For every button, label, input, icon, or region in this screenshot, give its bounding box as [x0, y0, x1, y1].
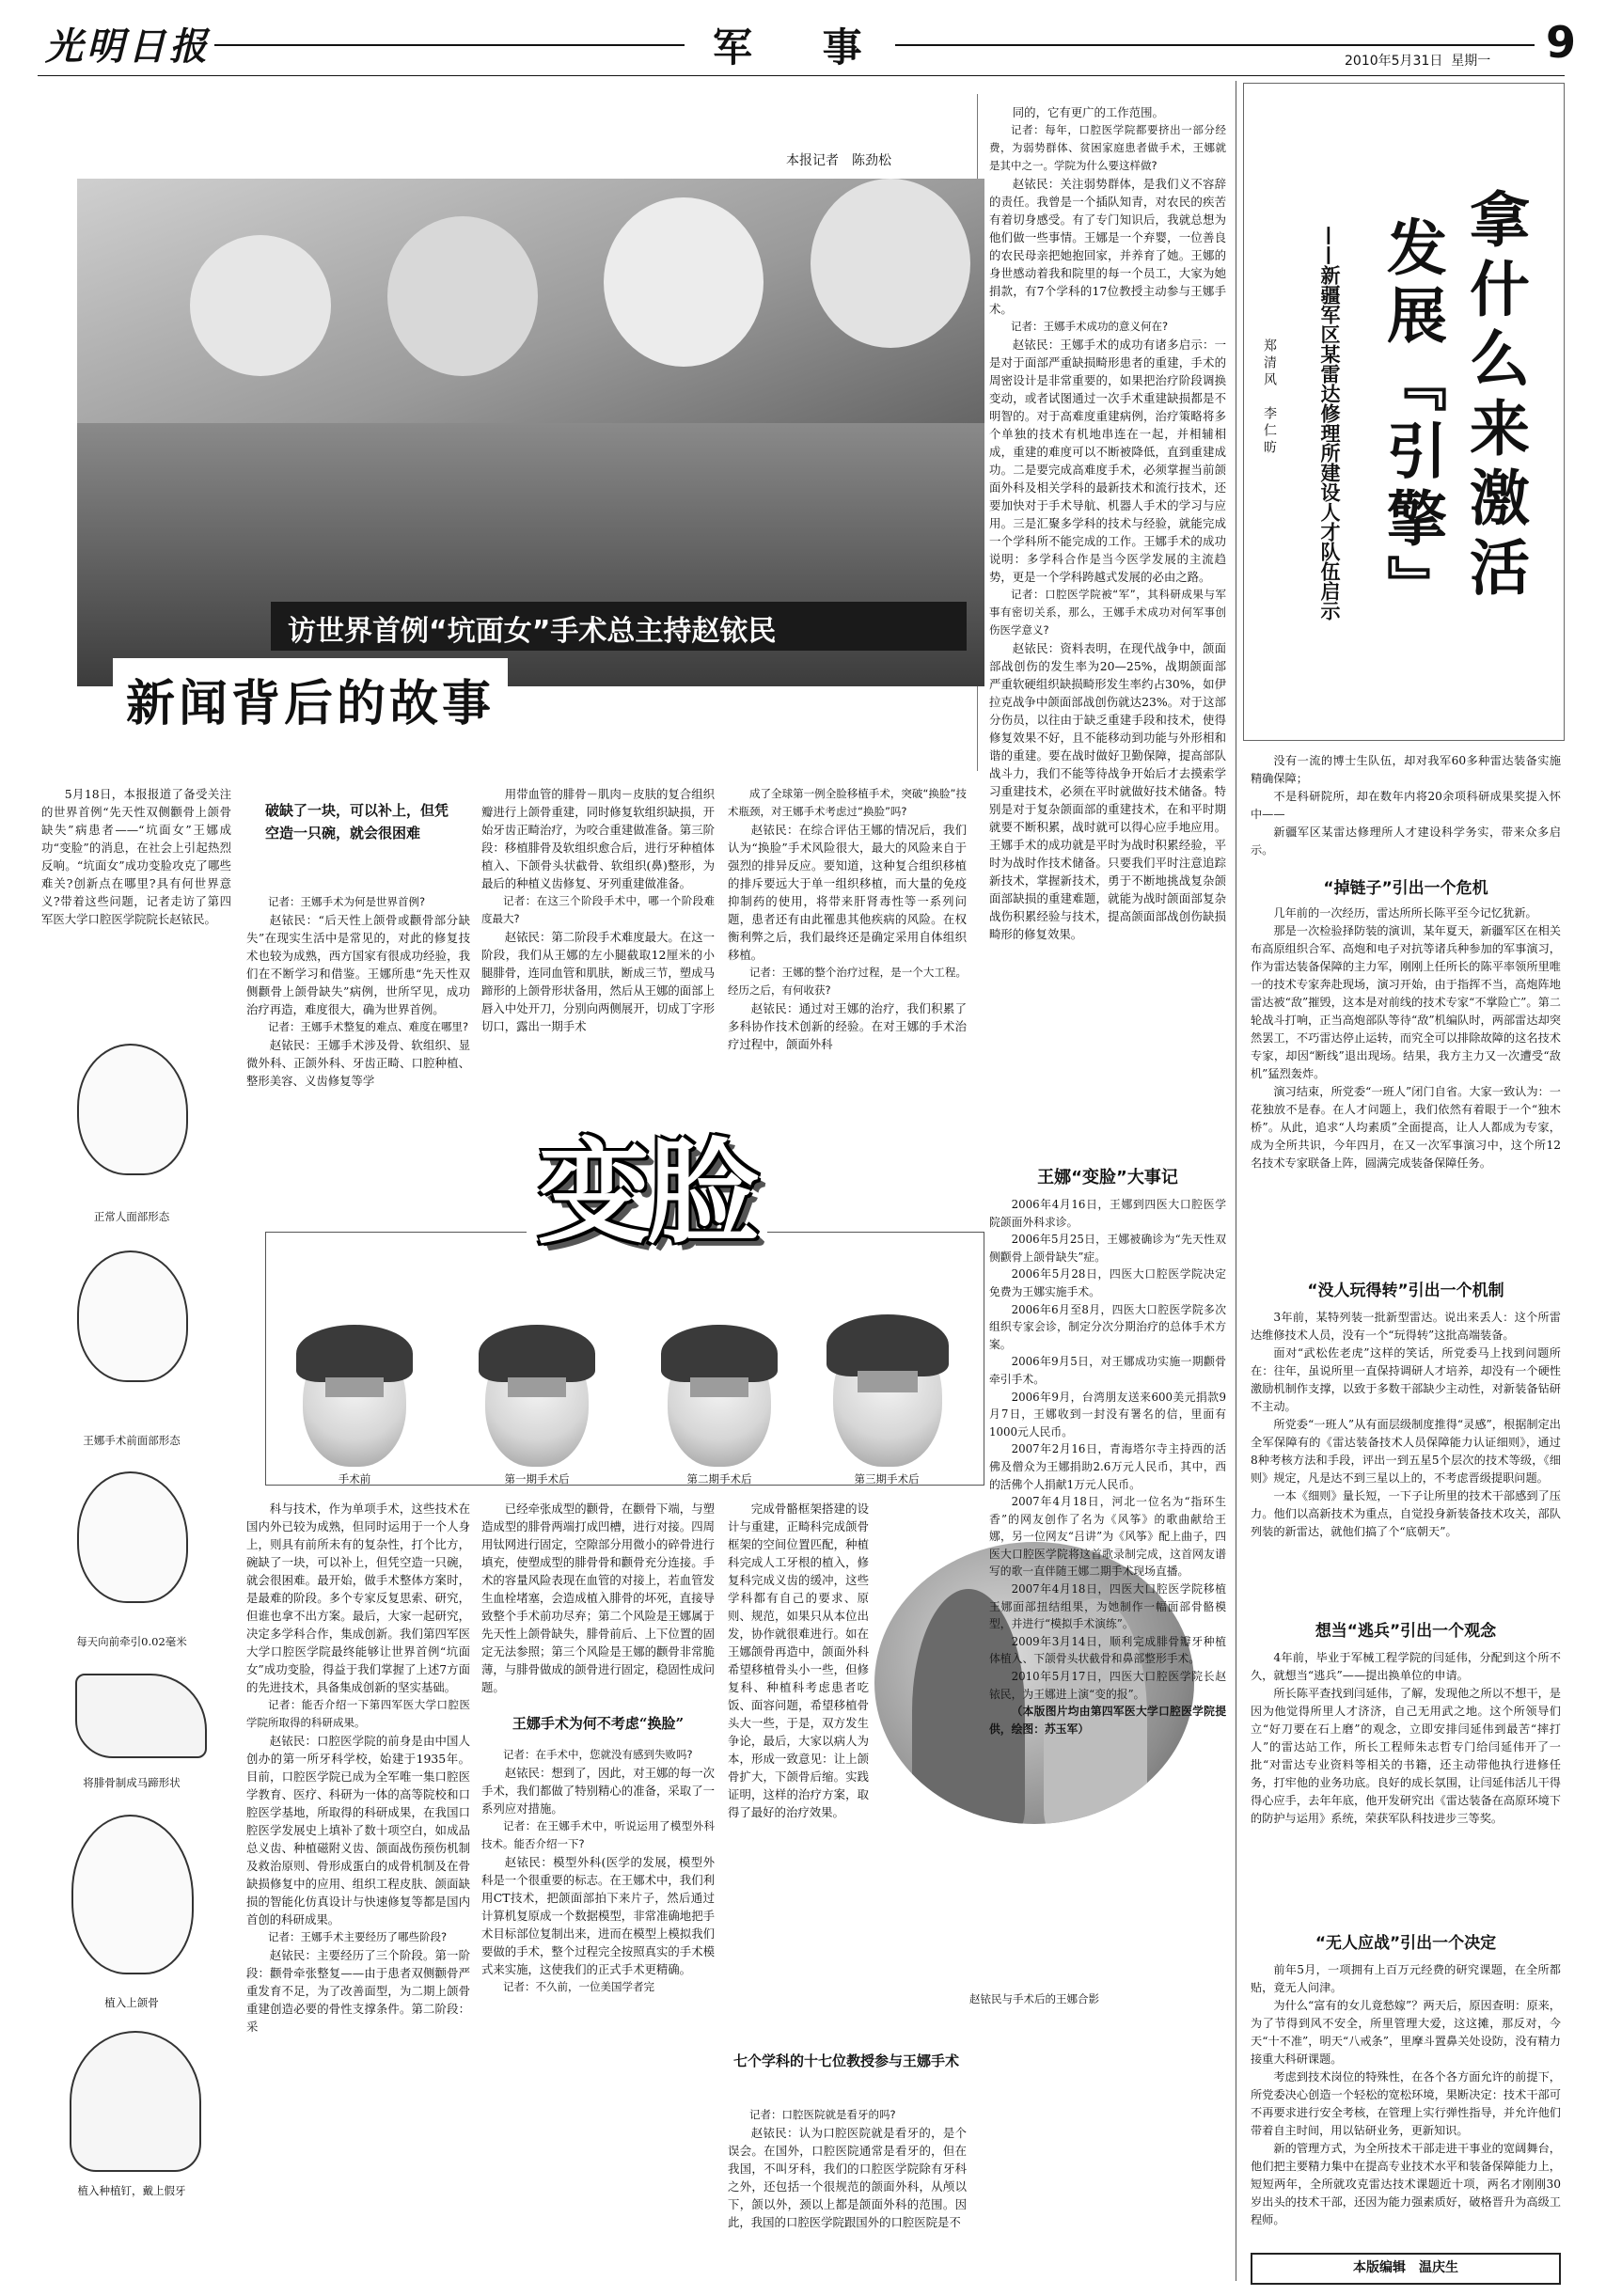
sec3-p3: 新的管理方式，为全所技术干部走进干事业的宽阔舞台，他们把主要精力集中在提高专业技术水平和装备保障能力上，短短两年，全所就攻克雷达技术课题近十项，两名才刚刚30岁出头的技术干部，还因为能力强素质好，破格晋升为高级工程师。	[1251, 2142, 1561, 2226]
story1-col-d	[989, 103, 1226, 1156]
story1-col-c	[728, 785, 967, 1095]
col-a-p4: 赵铱民：王娜手术涉及骨、软组织、显微外科、正颌外科、牙齿正畸、口腔种植、整形美容、义齿修复等学	[246, 1038, 470, 1088]
event-0: 2006年4月16日，王娜到四医大口腔医学院颌面外科求诊。	[989, 1198, 1226, 1229]
sketch-caption-5: 植入上颌骨	[104, 1996, 159, 2009]
col-b-p3: 赵铱民：第二阶段手术难度最大。在这一阶段，我们从王娜的左小腿截取12厘米的小腿腓骨，连同血管和肌肤，断成三节，塑成马蹄形的上颌骨形状备用，然后从王娜的面部上唇入中处开刀，分别向两侧展开，切成丁字形切口，露出一期手术	[481, 930, 715, 1033]
date-text: 2010年5月31日	[1345, 54, 1443, 69]
events-title: 王娜“变脸”大事记	[1037, 1168, 1178, 1187]
face-label-0: 手术前	[338, 1472, 371, 1486]
event-1: 2006年5月25日，王娜被确诊为“先天性双侧颧骨上颌骨缺失”症。	[989, 1233, 1226, 1264]
header-rule-right	[895, 44, 1535, 46]
events-list	[989, 1196, 1226, 2287]
col-d-p2: 记者：每年，口腔医学院都要挤出一部分经费，为弱势群体、贫困家庭患者做手术，王娜就是其中之一。学院为什么要这样做?	[989, 123, 1226, 172]
col-d-p3: 赵铱民：关注弱势群体，是我们义不容辞的责任。我曾是一个插队知青，对农民的疾苦有着切身感受。有了专门知识后，我就总想为他们做一些事情。王娜是一个弃婴，一位善良的农民母亲把她抱回家，并养育了她。王娜的身世感动着我和院里的每一个员工，大家为她捐款，有7个学科的17位教授主动参与王娜手术。	[989, 177, 1226, 316]
sec1-p2: 所党委“一班人”从有面层级制度推得“灵感”，根据制定出全军保障有的《雷达装备技术人员保障能力认证细则》，通过8种考核方法和手段，评出一到五星5个层次的技术等级，《细则》规定，凡是达不到三星以上的，不考虑晋级提职问题。	[1251, 1418, 1561, 1485]
story1-bottom-a	[246, 1500, 470, 2285]
col-c-p2: 赵铱民：在综合评估王娜的情况后，我们认为“换脸”手术风险很大，最大的风险来自于强烈的排异反应。要知道，这种复合组织移植的排斥要远大于单一组织移植，而大量的免疫抑制药的使用，将带来肝肾毒性等一系列问题，患者还有由此罹患其他疾病的风险。在权衡利弊之后，我们最终还是确定采用自体组织移植。	[728, 823, 967, 962]
intro-paragraph: 5月18日，本报报道了备受关注的世界首例“先天性双侧颧骨上颌骨缺失”病患者——“坑面女”王娜成功“变脸”的消息，在社会上引起热烈反响。“坑面女”成功变脸攻克了哪些难关?创新点在哪里?具有何世界意义?带着这些问题，记者走访了第四军医大学口腔医学院院长赵铱民。	[41, 787, 231, 926]
bottom-c-p1: 完成骨骼框架搭建的设计与重建，正畸科完成颌骨框架的空间位置匹配，种植科完成人工牙根的植入，修复科完成义齿的缓冲，这些学科都有自己的要求、原则、规范，如果只从本位出发，协作就很难进行。如在王娜颌骨再造中，颌面外科希望移植骨头小一些，但修复科、种植科考虑患者吃饭、面容问题，希望移植骨头大一些，于是，双方发生争论，最后，大家以病人为本，形成一致意见：让上颌骨扩大，下颌骨后缩。实践证明，这样的治疗方案，取得了最好的治疗效果。	[728, 1502, 869, 1819]
bottom-a-p5: 赵铱民：主要经历了三个阶段。第一阶段：颧骨牵张整复——由于患者双侧颧骨严重发育不足，为了改善面型，为二期上颌骨重建创造必要的骨性支撑条件。第二阶段：采	[246, 1948, 470, 2034]
lead-0: 没有一流的博士生队伍，却对我军60多种雷达装备实施精确保障；	[1251, 754, 1561, 785]
sketch-implant-jaw	[71, 1815, 194, 1974]
header-bottom-rule	[38, 75, 1565, 76]
sec3-p0: 前年5月，一项拥有上百万元经费的研究课题，在全所都贴，竟无人问津。	[1251, 1963, 1561, 1994]
portrait-caption: 赵铱民与手术后的王娜合影	[969, 1992, 1099, 2005]
sec3-p2: 考虑到技术岗位的特殊性，在各个各方面允许的前提下，所党委决心创造一个轻松的宽松环境，果断决定：技术干部可不再要求进行安全考核，在管理上实行弹性指导，并允许他们带着自主时间，用以钻研业务，更新知识。	[1251, 2070, 1561, 2137]
page-number: 9	[1546, 17, 1577, 68]
bottom-c-p3: 赵铱民：认为口腔医院就是看牙的，是个误会。在国外，口腔医院通常是看牙的，但在我国，不叫牙科，我们的口腔医学院除有牙科之外，还包括一个很规范的颌面外科，从颅以下，颌以外，颈以上都是颌面外科的范围。因此，我国的口腔医学院跟国外的口腔医院是不	[728, 2126, 967, 2229]
event-5: 2006年9月，台湾朋友送来600美元捐款9月7日，王娜收到一封没有署名的信，里面有1000元人民币。	[989, 1390, 1226, 1439]
story2-title-2: 发展『引擎』	[1377, 216, 1446, 622]
story1-bottom-b	[481, 1500, 715, 2285]
sketch-patient-skull	[77, 1250, 188, 1382]
face-label-2: 第二期手术后	[686, 1472, 752, 1486]
event-9: 2009年3月14日，顺利完成腓骨瓣牙种植体植入、下颌骨头状截骨和鼻部整形手术。	[989, 1634, 1226, 1666]
story2-byline: 郑清风 李仁昉	[1262, 338, 1277, 457]
story1-bottom-c	[728, 1500, 869, 1989]
story1-bottom-c2	[728, 2106, 967, 2285]
col-d-p7: 赵铱民：资料表明，在现代战争中，颌面部战创伤的发生率为20—25%，战期颌面部严重软硬组织缺损畸形发生率约占30%，如伊拉克战争中颌面部战创伤就达23%。对于这部分伤员，以往由于缺乏重建手段和技术，使得修复效果不好，且不能移动到功能与外形相和谐的重建。要在战时做好卫勤保障，提高部队战斗力，我们不能等待战争开始后才去摸索学习重建技术，必须在平时就做好技术储备。特别是对于复杂颌面部的重建技术，在和平时期就要不断积累，战时就可以得心应手地应用。王娜手术的成功就是平时为战时积累经验，平时为战时作技术储备。只要我们平时注意追踪新技术，掌握新技术，勇于不断地挑战复杂颌面部缺损的重建难题，就能为战时颌面部复杂战伤积累经验与技术，提高颌面部战创伤缺损畸形的修复效果。	[989, 641, 1226, 941]
col-a-p2: 赵铱民：“后天性上颌骨或颧骨部分缺失”在现实生活中是常见的，对此的修复技术也较为成熟，西方国家有很成功经验，我们在不断学习和借鉴。王娜所患“先天性双侧颧骨上颌骨缺失”病例，世所罕见，成功治疗再造，难度很大，确为世界首例。	[246, 913, 470, 1016]
event-6: 2007年2月16日，青海塔尔寺主持西的活佛及僧众为王娜捐助2.6万元人民币，其中，西的活佛个人捐献1万元人民币。	[989, 1442, 1226, 1491]
bottom-a-p4: 记者：王娜手术主要经历了哪些阶段?	[268, 1930, 448, 1943]
story1-kicker: 新闻背后的故事	[113, 658, 508, 740]
col-c-p3: 记者：王娜的整个治疗过程，是一个大工程。经历之后，有何收获?	[728, 966, 967, 997]
event-10: 2010年5月17日，四医大口腔医学院长赵铱民，为王娜进上演“变的报”。	[989, 1670, 1226, 1701]
lead-1: 不是科研院所，却在数年内将20余项科研成果奖提入怀中——	[1251, 790, 1561, 821]
story1-subtitle: 访世界首例“坑面女”手术总主持赵铱民	[288, 615, 777, 648]
col-d-p1: 同的，它有更广的工作范围。	[1012, 105, 1164, 119]
col-c-p4: 赵铱民：通过对王娜的治疗，我们积累了多科协作技术创新的经验。在对王娜的手术治疗过程中，颌面外科	[728, 1001, 967, 1051]
sec3-p1: 为什么“富有的女儿竟愁嫁”？两天后，原因查明：原来，为了节得到风不安全，所里管理大爱，这这摊，那反对，今天“十不准”，明天“八戒条”，里摩斗置鼻关处设防，没有精力接重大科研课题。	[1251, 1999, 1561, 2066]
bottom-b-p2: 记者：在手术中，您就没有感到失败吗?	[503, 1748, 693, 1761]
story1-col-b	[481, 785, 715, 1124]
surgeon-4	[811, 179, 970, 348]
event-3: 2006年6月至8月，四医大口腔医学院多次组织专家会诊，制定分次分期治疗的总体手术方案。	[989, 1302, 1226, 1351]
surgeon-3	[604, 197, 764, 367]
surgeon-1	[190, 235, 331, 376]
sketch-caption-3: 每天向前牵引0.02毫米	[76, 1635, 187, 1648]
sketch-traction	[77, 1471, 188, 1603]
sketch-strip	[38, 1025, 226, 2275]
col-b-p2: 记者：在这三个阶段手术中，哪一个阶段难度最大?	[481, 894, 715, 925]
sec2-p1: 所长陈平查找到闫延伟，了解，发现他之所以不想干，是因为他觉得所里人才济济，自己无用武之地。这个所领导们立“好刀要在石上磨”的观念，立即安排闫延伟到最苦“摔打人”的雷达站工作，所长工程师朱志哲专门给闫延伟开了一批“对雷达专业资料等相关的书籍，还主动带他执行进修任务，打牢他的业务功底。良好的成长氛围，让闫延伟活儿干得得心应手，去年年底，他开发研究出《雷达装备在高原环境下的防护与运用》系统，荣获军队科技进步三等奖。	[1251, 1687, 1561, 1825]
sketch-jaw-teeth	[70, 2031, 201, 2172]
sec1-p0: 3年前，某特列装一批新型雷达。说出来丢人：这个所雷达维修技术人员，没有一个“玩得转”这批高端装备。	[1251, 1311, 1561, 1342]
sketch-caption-2: 王娜手术前面部形态	[83, 1434, 181, 1447]
event-7: 2007年4月18日，河北一位名为“指环生香”的网友创作了名为《风筝》的歌曲献给王娜，另一位网友“吕讲”为《风筝》配上曲子，四医大口腔医学院将这首歌录制完成，这首网友谱写的歌一直伴随王娜二期手术现场直播。	[989, 1495, 1226, 1579]
sketch-fibula	[75, 1674, 207, 1758]
sketch-caption-4: 将腓骨制成马蹄形状	[83, 1776, 181, 1789]
col-d-p4: 记者：王娜手术成功的意义何在?	[1011, 320, 1169, 333]
header-date	[1345, 51, 1490, 70]
sec1-p3: 一本《细则》量长短，一下子让所里的技术干部感到了压力。他们以高新技术为重点，自觉投身新装备技术攻关，部队列装的新雷达，就他们搞了个“底朝天”。	[1251, 1489, 1561, 1538]
bottom-a-p1: 科与技术，作为单项手术，这些技术在国内外已较为成熟，但同时运用于一个人身上，则具有前所未有的复杂性，打个比方，碗缺了一块，可以补上，但凭空造一只碗，就会很困难。最开始，做手术整体方案时，是最难的阶段。多个专家反复思索、研究，但谁也拿不出方案。最后，大家一起研究，决定多学科合作，集成创新。我们第四军医大学口腔医学院最终能够让世界首例“坑面女”成功变脸，得益于我们掌握了上述7方面的先进技术，具备集成创新的坚实基础。	[246, 1502, 470, 1694]
col-a-p1: 记者：王娜手术为何是世界首例?	[268, 895, 426, 908]
bottom-b-subhead: 王娜手术为何不考虑“换脸”	[512, 1715, 685, 1732]
event-2: 2006年5月28日，四医大口腔医学院决定免费为王娜实施手术。	[989, 1267, 1226, 1298]
face-label-3: 第三期手术后	[854, 1472, 920, 1486]
col-c-p1: 成了全球第一例全脸移植手术，突破“换脸”技术瓶颈，对王娜手术考虑过“换脸”吗?	[728, 787, 967, 818]
sec0-p2: 演习结束，所党委“一班人”闭门自省。大家一致认为：一花独放不是春。在人才问题上，我们依然有着眼于一个“独木桥”。从此，追求“人均素质”全面提高，让人人都成为专家，成为全所共识，今年四月，在又一次军事演习中，这个所12名技术专家联备上阵，圆满完成装备保障任务。	[1251, 1085, 1561, 1170]
weekday-text: 星期一	[1451, 54, 1491, 69]
bottom-b-p4: 记者：在王娜手术中，听说运用了模型外科技术。能否介绍一下?	[481, 1819, 715, 1850]
lead-2: 新疆军区某雷达修理所人才建设科学务实，带来众多启示。	[1251, 826, 1561, 857]
bottom-b-p6: 记者：不久前，一位美国学者完	[503, 1980, 654, 1993]
bottom-c-subhead: 七个学科的十七位教授参与王娜手术	[733, 2052, 960, 2069]
story1-col-a	[246, 893, 470, 1250]
story2-sec-0	[1251, 904, 1561, 1281]
event-4: 2006年9月5日，对王娜成功实施一期颧骨牵引手术。	[989, 1355, 1226, 1386]
byline: 本报记者 陈劲松	[786, 153, 891, 168]
sec0-p0: 几年前的一次经历，雷达所所长陈平至今记忆犹新。	[1273, 906, 1537, 920]
header-rule-left	[214, 44, 685, 46]
col-a-p3: 记者：王娜手术整复的难点、难度在哪里?	[268, 1020, 469, 1033]
bottom-c-p2: 记者：口腔医院就是看牙的吗?	[749, 2108, 896, 2121]
story1-intro	[41, 785, 231, 959]
sketch-caption-6: 植入种植钉，戴上假牙	[77, 2184, 186, 2197]
sketch-normal-skull	[77, 1044, 188, 1175]
col-a-head: 破缺了一块，可以补上，但凭空造一只碗，就会很困难	[265, 802, 449, 841]
story2-lead	[1251, 752, 1561, 865]
bottom-b-p5: 赵铱民：模型外科(医学的发展，模型外科是一个很重要的标志。在王娜术中，我们利用CT技术，把颌面部拍下来片子，然后通过计算机复原成一个数据模型，非常准确地把手术目标部位复制出来，进而在模型上模拟我们要做的手术，整个过程完全按照真实的手术模式来实施，这使我们的正式手术更精确。	[481, 1855, 715, 1976]
editor-text: 本版编辑 温庆生	[1353, 2260, 1458, 2275]
big-word: 变脸	[527, 1128, 767, 1260]
surgeon-2	[387, 216, 538, 376]
sec0-p1: 那是一次检验择防装的演训，某年夏天，新疆军区在相关布高原组织合军、高炮和电子对抗等诸兵种参加的军事演习，作为雷达装备保障的主力军，刚刚上任所长的陈平率领所里唯一的技术专家奔赴现场，演习开始，由于指挥不当，高炮阵地雷达被“敌”摧毁，这本是对前线的技术专家“不掌险亡”。第二轮战斗打响，正当高炮部队等待“敌”机编队时，两部雷达却突然罢工，不巧雷达停止运转，而究全可以排除故障的这名技术专家，却因“断线”退出现场。结果，我方主力又一次遭受“敌机”猛烈轰炸。	[1251, 924, 1561, 1080]
face-stage1	[485, 1335, 589, 1467]
bottom-b-p3: 赵铱民：想到了，因此，对王娜的每一次手术，我们都做了特别精心的准备，采取了一系列应对措施。	[481, 1766, 715, 1816]
story2-sec-3	[1251, 1961, 1561, 2249]
section-title: 军 事	[713, 24, 890, 71]
col-d-p5: 赵铱民：王娜手术的成功有诸多启示：一是对于面部严重缺损畸形患者的重建，手术的周密设计是非常重要的，如果把治疗阶段调换变动，或者试图通过一次手术重建缺损都是不明智的。对于高难度重建病例，治疗策略将多个单独的技术有机地串连在一起，并相辅相成，重建的难度可以不断被降低，直到重建成功。二是要完成高难度手术，必须掌握当前颌面外科及相关学科的最新技术和流行技术，还要加快对于手术导航、机器人手术的学习与应用。三是汇聚多学科的技术与经验，就能完成一个学科所不能完成的工作。王娜手术的成功说明：多学科合作是当今医学发展的主流趋势，更是一个学科跨越式发展的必由之路。	[989, 338, 1226, 584]
events-credit: （本版图片均由第四军医大学口腔医学院提供，绘图：苏玉军）	[989, 1705, 1226, 1736]
story2-subtitle: ——新疆军区某雷达修理所建设人才队伍启示	[1318, 226, 1341, 621]
story2-sec-2	[1251, 1649, 1561, 1931]
story2-head-3: “无人应战”引出一个决定	[1315, 1934, 1497, 1953]
face-label-1: 第一期手术后	[504, 1472, 570, 1486]
col-d-p6: 记者：口腔医学院被“军”，其科研成果与军事有密切关系，那么，王娜手术成功对何军事创伤医学意义?	[989, 588, 1226, 637]
face-stage2	[668, 1335, 771, 1467]
bottom-a-p2: 记者：能否介绍一下第四军医大学口腔医学院所取得的科研成果。	[246, 1698, 470, 1729]
masthead-logo: 光明日报	[45, 24, 211, 69]
bottom-b-p1: 已经牵张成型的颧骨，在颧骨下端，与塑造成型的腓骨两端打成凹槽，进行对接。四周用钛网进行固定，空隙部分用微小的碎骨进行填充，使塑成型的腓骨骨和颧骨充分连接。手术的容量风险表现在血管的对接上，若血管发生血栓堵塞，会造成植入腓骨的坏死，直接导致整个手术前功尽弃；第二个风险是王娜属于先天性上颌骨缺失，腓骨前后、上下位置的固定无法参照；第三个风险是王娜的颧骨非常脆薄，与腓骨做成的颌骨进行固定，稳固性成问题。	[481, 1502, 715, 1694]
sec2-p0: 4年前，毕业于军械工程学院的闫延伟，分配到这个所不久，就想当“逃兵”——提出换单位的申请。	[1251, 1651, 1561, 1682]
story2-title-1: 拿什么来激活	[1459, 188, 1529, 605]
sec1-p1: 面对“武松佐老虎”这样的笑话，所党委马上找到问题所在：往年，虽说所里一直保持调研人才培养，却没有一个硬性激励机制作支撑，以致于多数干部缺少主动性，对新装备钻研不主动。	[1251, 1346, 1561, 1413]
face-stage3	[833, 1326, 942, 1467]
bottom-a-p3: 赵铱民：口腔医学院的前身是由中国人创办的第一所牙科学校，始建于1935年。目前，口腔医学院已成为全军唯一集口腔医学教育、医疗、科研为一体的高等院校和口腔医学基地，所取得的科研成果，在我国口腔医学发展史上填补了数十项空白，如成品总义齿、种植磁附义齿、颌面战伤预伤机制及救治原则、骨形成蛋白的成骨机制及在骨缺损修复中的应用、组织工程皮肤、颌面缺损的智能化仿真设计与快速修复等都是国内首创的科研成果。	[246, 1734, 470, 1926]
event-8: 2007年4月18日，四医大口腔医学院移植王娜面部扭结组果，为她制作一幅面部骨骼模型，并进行“模拟手术演练”。	[989, 1582, 1226, 1631]
sketch-caption-1: 正常人面部形态	[93, 1210, 170, 1223]
story2-head-2: 想当“逃兵”引出一个观念	[1315, 1622, 1497, 1641]
col-b-p1: 用带血管的腓骨－肌肉－皮肤的复合组织瓣进行上颌骨重建，同时修复软组织缺损，开始牙齿正畸治疗，为咬合重建做准备。第三阶段：移植腓骨及软组织愈合后，进行牙种植体植入、下颌骨头状截骨、软组织(鼻)整形，为最后的种植义齿修复、牙列重建做准备。	[481, 787, 715, 890]
story2-head-0: “掉链子”引出一个危机	[1323, 879, 1488, 898]
story2-head-1: “没人玩得转”引出一个机制	[1307, 1282, 1504, 1300]
story2-sec-1	[1251, 1309, 1561, 1619]
face-before	[303, 1335, 406, 1467]
